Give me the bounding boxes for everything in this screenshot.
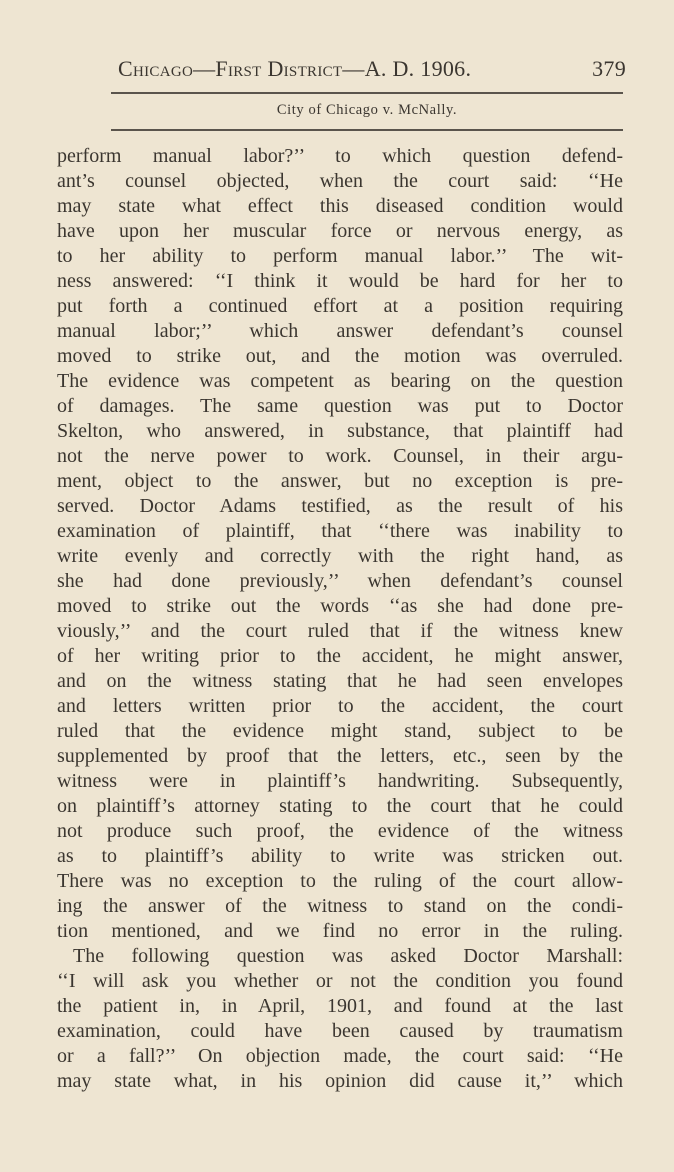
text-line: write evenly and correctly with the right hand, as — [57, 545, 623, 567]
text-line: ant’s counsel objected, when the court said: ‘‘He — [57, 170, 623, 192]
text-line: There was no exception to the ruling of the court allow- — [57, 870, 623, 892]
text-line: examination, could have been caused by traumatism — [57, 1020, 623, 1042]
text-line: manual labor;’’ which answer defendant’s counsel — [57, 320, 623, 342]
text-line: to her ability to perform manual labor.’’ The wit- — [57, 245, 623, 267]
text-line: witness were in plaintiff’s handwriting. Subsequently, — [57, 770, 623, 792]
text-line: tion mentioned, and we find no error in the ruling. — [57, 920, 623, 942]
text-line: and letters written prior to the accident, the court — [57, 695, 623, 717]
text-line: moved to strike out the words ‘‘as she had done pre- — [57, 595, 623, 617]
running-header — [118, 56, 626, 82]
page-number: 379 — [592, 56, 626, 81]
text-line: viously,’’ and the court ruled that if the witness knew — [57, 620, 623, 642]
text-line: not produce such proof, the evidence of the witness — [57, 820, 623, 842]
text-line: may state what, in his opinion did cause it,’’ which — [57, 1070, 623, 1092]
text-line: the patient in, in April, 1901, and found at the last — [57, 995, 623, 1017]
text-line: perform manual labor?’’ to which question defend- — [57, 145, 623, 167]
header-rule — [111, 92, 623, 94]
text-line: moved to strike out, and the motion was overruled. — [57, 345, 623, 367]
page-body-text — [57, 144, 623, 1094]
text-line: of damages. The same question was put to Doctor — [57, 395, 623, 417]
case-title: City of Chicago v. McNally. — [276, 102, 458, 118]
text-line: Skelton, who answered, in substance, that plaintiff had — [57, 420, 623, 442]
text-line: served. Doctor Adams testified, as the result of his — [57, 495, 623, 517]
text-line: and on the witness stating that he had seen envelopes — [57, 670, 623, 692]
text-line: The evidence was competent as bearing on the question — [57, 370, 623, 392]
text-line: not the nerve power to work. Counsel, in their argu- — [57, 445, 623, 467]
running-title: Chicago—First District—A. D. 1906. — [118, 56, 472, 81]
text-line: ing the answer of the witness to stand on the condi- — [57, 895, 623, 917]
text-line: on plaintiff’s attorney stating to the court that he could — [57, 795, 623, 817]
text-line: ment, object to the answer, but no exception is pre- — [57, 470, 623, 492]
text-line: as to plaintiff’s ability to write was stricken out. — [57, 845, 623, 867]
text-line: The following question was asked Doctor Marshall: — [73, 945, 623, 967]
text-line: may state what effect this diseased condition would — [57, 195, 623, 217]
text-line: she had done previously,’’ when defendant’s counsel — [57, 570, 623, 592]
text-line: ness answered: ‘‘I think it would be hard for her to — [57, 270, 623, 292]
text-line: examination of plaintiff, that ‘‘there was inability to — [57, 520, 623, 542]
text-line: ruled that the evidence might stand, subject to be — [57, 720, 623, 742]
case-title-rule — [111, 129, 623, 131]
text-line: of her writing prior to the accident, he might answer, — [57, 645, 623, 667]
text-line: put forth a continued effort at a position requiring — [57, 295, 623, 317]
text-line: supplemented by proof that the letters, etc., seen by the — [57, 745, 623, 767]
text-line: or a fall?’’ On objection made, the court said: ‘‘He — [57, 1045, 623, 1067]
text-line: ‘‘I will ask you whether or not the condition you found — [57, 970, 623, 992]
text-line: have upon her muscular force or nervous energy, as — [57, 220, 623, 242]
